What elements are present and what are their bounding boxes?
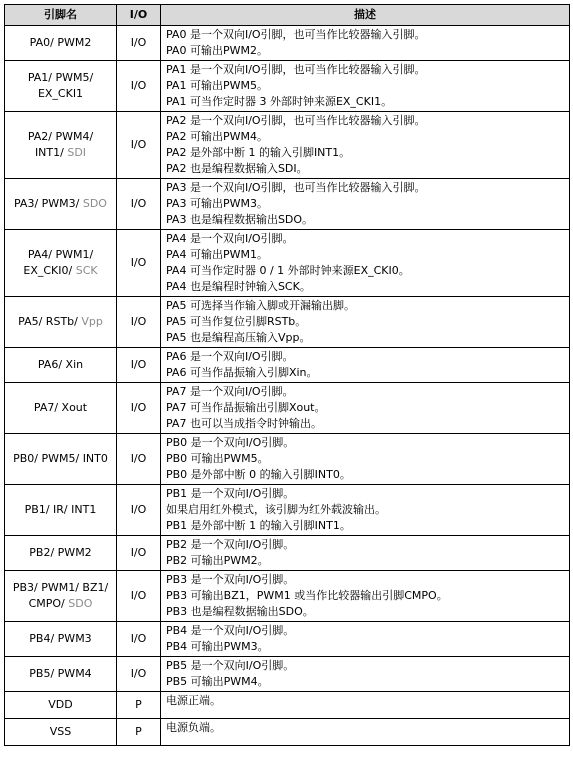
description-line: PA1 是一个双向I/O引脚，也可当作比较器输入引脚。 [166, 63, 426, 76]
description-line: PA6 是一个双向I/O引脚。 [166, 350, 294, 363]
description-line: PB2 可输出PWM2。 [166, 554, 269, 567]
description-line: PA4 也是编程时钟输入SCK。 [166, 280, 311, 293]
pin-io-cell: I/O [117, 383, 161, 434]
description-line: PA4 可当作定时器 0 / 1 外部时钟来源EX_CKI0。 [166, 264, 410, 277]
description-line: PB0 是外部中断 0 的输入引脚INT0。 [166, 468, 351, 481]
table-row [5, 485, 570, 536]
pin-io-cell: I/O [117, 348, 161, 383]
description-line: PB1 是外部中断 1 的输入引脚INT1。 [166, 519, 351, 532]
description-line: PB3 也是编程数据输出SDO。 [166, 605, 314, 618]
description-line: PA6 可当作晶振输入引脚Xin。 [166, 366, 318, 379]
pin-name-text: PA0/ PWM2 [29, 36, 92, 49]
table-row [5, 179, 570, 230]
description-line: PA2 是一个双向I/O引脚，也可当作比较器输入引脚。 [166, 114, 426, 127]
table-row [5, 348, 570, 383]
table-row [5, 297, 570, 348]
pin-io-cell: I/O [117, 485, 161, 536]
pin-name-cell [5, 622, 117, 657]
pin-name-text: CMPO/ [28, 597, 69, 610]
pin-name-text: PA1/ PWM5/ [27, 71, 94, 84]
pin-name-line [9, 631, 112, 647]
pin-io-cell: I/O [117, 61, 161, 112]
pin-programming-function: SDI [67, 146, 87, 159]
pin-description-cell [161, 719, 570, 746]
pin-name-text: VDD [48, 698, 73, 711]
description-line: PA3 是一个双向I/O引脚，也可当作比较器输入引脚。 [166, 181, 426, 194]
pin-name-line [9, 314, 112, 330]
description-line: PB0 是一个双向I/O引脚。 [166, 436, 295, 449]
pin-name-text: PB3/ PWM1/ BZ1/ [12, 581, 109, 594]
pin-description-cell [161, 692, 570, 719]
description-line: PB2 是一个双向I/O引脚。 [166, 538, 295, 551]
description-line: PB4 可输出PWM3。 [166, 640, 269, 653]
pin-name-text: INT1/ [34, 146, 68, 159]
pin-io-cell: I/O [117, 26, 161, 61]
pin-name-cell [5, 485, 117, 536]
description-line: PB1 是一个双向I/O引脚。 [166, 487, 295, 500]
pin-description-cell [161, 26, 570, 61]
table-row [5, 692, 570, 719]
description-line: PA1 可输出PWM5。 [166, 79, 268, 92]
pin-name-line [9, 70, 112, 86]
table-row [5, 719, 570, 746]
table-header-row [5, 5, 570, 26]
description-line: 电源负端。 [166, 721, 221, 734]
header-description: 描述 [161, 5, 570, 26]
pin-name-cell [5, 719, 117, 746]
pin-name-line [9, 357, 112, 373]
pin-name-line [9, 666, 112, 682]
pin-description-cell [161, 179, 570, 230]
pin-io-cell: I/O [117, 179, 161, 230]
pin-name-cell [5, 383, 117, 434]
description-line: PB3 可输出BZ1，PWM1 或当作比较器输出引脚CMPO。 [166, 589, 448, 602]
pin-io-cell: I/O [117, 434, 161, 485]
pin-name-text: PA6/ Xin [37, 358, 84, 371]
pin-name-cell [5, 112, 117, 179]
pin-description-cell [161, 112, 570, 179]
pin-programming-function: SCK [75, 264, 98, 277]
pin-name-text: PB0/ PWM5/ INT0 [13, 452, 108, 465]
pin-name-line [9, 86, 112, 102]
description-line: PB5 是一个双向I/O引脚。 [166, 659, 295, 672]
pin-name-line [9, 400, 112, 416]
pin-name-text: PA3/ PWM3/ [14, 197, 83, 210]
description-line: PA1 可当作定时器 3 外部时钟来源EX_CKI1。 [166, 95, 393, 108]
header-pin-name: 引脚名 [5, 5, 117, 26]
table-row [5, 434, 570, 485]
pin-io-cell: I/O [117, 536, 161, 571]
description-line: PA4 是一个双向I/O引脚。 [166, 232, 294, 245]
pin-name-line [9, 263, 112, 279]
description-line: PA3 也是编程数据输出SDO。 [166, 213, 314, 226]
table-row [5, 26, 570, 61]
description-line: PA0 是一个双向I/O引脚，也可当作比较器输入引脚。 [166, 28, 426, 41]
pin-name-text: PB5/ PWM4 [29, 667, 92, 680]
pin-name-line [9, 724, 112, 740]
pin-description-cell [161, 61, 570, 112]
pin-description-cell [161, 657, 570, 692]
pin-name-text: PA5/ RSTb/ [18, 315, 82, 328]
pin-programming-function: SDO [68, 597, 93, 610]
pin-description-cell [161, 571, 570, 622]
pin-name-line [9, 35, 112, 51]
pin-name-text: PA4/ PWM1/ [27, 248, 94, 261]
description-line: 如果启用红外模式，该引脚为红外载波输出。 [166, 503, 386, 516]
pin-io-cell: P [117, 719, 161, 746]
pin-description-cell [161, 485, 570, 536]
table-body [5, 26, 570, 746]
description-line: PA0 可输出PWM2。 [166, 44, 268, 57]
table-row [5, 657, 570, 692]
pin-name-text: PA2/ PWM4/ [27, 130, 94, 143]
pin-io-cell: I/O [117, 297, 161, 348]
pin-name-line [9, 451, 112, 467]
pin-io-cell: P [117, 692, 161, 719]
pin-name-cell [5, 571, 117, 622]
pin-io-cell: I/O [117, 112, 161, 179]
pin-description-cell [161, 297, 570, 348]
pin-name-cell [5, 692, 117, 719]
table-row [5, 571, 570, 622]
description-line: PA2 可输出PWM4。 [166, 130, 268, 143]
pin-name-line [9, 145, 112, 161]
description-line: PB3 是一个双向I/O引脚。 [166, 573, 295, 586]
description-line: PA7 可当作晶振输出引脚Xout。 [166, 401, 326, 414]
table-row [5, 61, 570, 112]
description-line: PA2 也是编程数据输入SDI。 [166, 162, 308, 175]
pin-name-text: PB2/ PWM2 [29, 546, 92, 559]
pin-name-line [9, 697, 112, 713]
pin-name-line [9, 545, 112, 561]
pin-description-cell [161, 434, 570, 485]
pin-name-line [9, 596, 112, 612]
pin-programming-function: Vpp [81, 315, 103, 328]
description-line: PA5 可选择当作输入脚或开漏输出脚。 [166, 299, 355, 312]
table-row [5, 230, 570, 297]
pin-name-text: VSS [49, 725, 72, 738]
pin-io-cell: I/O [117, 571, 161, 622]
pin-description-cell [161, 536, 570, 571]
pin-name-line [9, 580, 112, 596]
header-io: I/O [117, 5, 161, 26]
pin-name-cell [5, 297, 117, 348]
pin-name-text: EX_CKI1 [37, 87, 84, 100]
table-row [5, 622, 570, 657]
pin-name-line [9, 129, 112, 145]
pin-name-text: PB1/ IR/ INT1 [24, 503, 97, 516]
pin-name-cell [5, 657, 117, 692]
pin-name-cell [5, 26, 117, 61]
description-line: PB4 是一个双向I/O引脚。 [166, 624, 295, 637]
pin-name-cell [5, 348, 117, 383]
description-line: PA5 也是编程高压输入Vpp。 [166, 331, 311, 344]
pin-io-cell: I/O [117, 230, 161, 297]
description-line: PB0 可输出PWM5。 [166, 452, 269, 465]
description-line: PA7 也可以当成指令时钟输出。 [166, 417, 322, 430]
pin-name-line [9, 247, 112, 263]
pin-description-table [4, 4, 570, 746]
description-line: PA7 是一个双向I/O引脚。 [166, 385, 294, 398]
table-row [5, 383, 570, 434]
pin-name-text: EX_CKI0/ [23, 264, 76, 277]
table-row [5, 536, 570, 571]
pin-description-cell [161, 348, 570, 383]
description-line: PA2 是外部中断 1 的输入引脚INT1。 [166, 146, 351, 159]
pin-name-text: PA7/ Xout [33, 401, 88, 414]
pin-name-line [9, 502, 112, 518]
pin-name-cell [5, 536, 117, 571]
description-line: PA3 可输出PWM3。 [166, 197, 268, 210]
pin-io-cell: I/O [117, 622, 161, 657]
pin-name-cell [5, 230, 117, 297]
pin-io-cell: I/O [117, 657, 161, 692]
pin-description-cell [161, 383, 570, 434]
pin-name-cell [5, 61, 117, 112]
table-row [5, 112, 570, 179]
pin-description-cell [161, 622, 570, 657]
pin-name-cell [5, 434, 117, 485]
description-line: PA5 可当作复位引脚RSTb。 [166, 315, 307, 328]
description-line: PA4 可输出PWM1。 [166, 248, 268, 261]
pin-name-cell [5, 179, 117, 230]
description-line: PB5 可输出PWM4。 [166, 675, 269, 688]
pin-name-line [9, 196, 112, 212]
pin-programming-function: SDO [82, 197, 107, 210]
description-line: 电源正端。 [166, 694, 221, 707]
pin-description-cell [161, 230, 570, 297]
pin-name-text: PB4/ PWM3 [29, 632, 92, 645]
